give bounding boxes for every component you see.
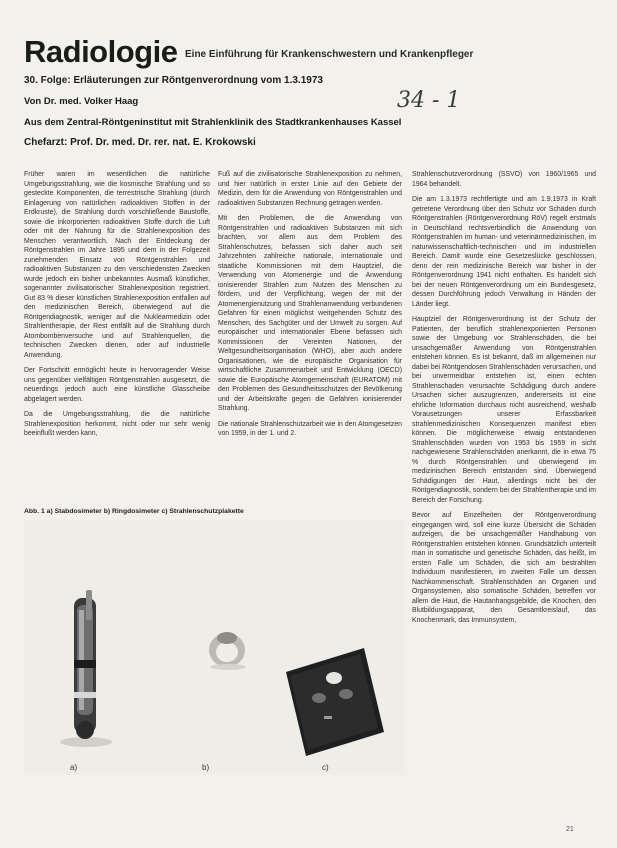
handwritten-note xyxy=(395,80,465,118)
paragraph: Fuß auf die zivilisatorische Strahlenexposition zu nehmen, und hier natürlich in erster Linie auf den Gebiete der Medizin, dem für die Anwendung von Röntgenstrahlen und radioaktiven Substanzen Rechnung getragen werden. xyxy=(218,171,402,207)
handwritten-note-text: 34 - 1 xyxy=(397,88,461,113)
paragraph: Mit den Problemen, die die Anwendung von Röntgenstrahlen und radioaktiven Substanzen mit sich brachten, vor allem aus dem Problem des Strahlenschutzes, befassen sich daher auch seit Jahrzehnten zahlreiche nationale, internationale und staatliche Kommissionen mit dem Hauptziel, die Verwendung von Atomenergie und die Anwendung ionisierender Strahlen zum Nutzen des Menschen zu fördern, und der Verpflichtung, wegen der mit der Atomenergienutzung und Strahlenanwendung verbundenen Gefahren für einen möglichst weitgehenden Schutz des Menschen, des Sachgüter und der Umwelt zu sorgen. Auf europäischer und internationaler Ebene befassen sich Kommissionen der Vereinten Nationen, der Weltgesundheitsorganisation (WHO), aber auch andere Organisationen, wie die europäische Organisation für wirtschaftliche Zusammenarbeit und Entwicklung (OECD) sowie die Europäische Atomgemeinschaft (EURATOM) mit den Problemen des Gesundheitsschutzes der Bevölkerung und der Arbeitskräfte gegen die Gefahren ionisierender Strahlung. xyxy=(218,215,402,412)
paragraph: Bevor auf Einzelheiten der Röntgenverordnung eingegangen wird, soll eine kurze Übersicht die Schäden aufzeigen, die bei unsachgemäßer Handhabung von Röntgenstrahlen entstehen können. Grundsätzlich unterteilt man in somatische und genetische Schäden, das heißt, im ersten Falle um Schäden, die sich am bestrahlten Individuum manifestieren, im zweiten Falle um dessen Nachkommenschaft. Strahlenschäden an Organen und Organsystemen, also somatische Schäden, betreffen vor allem die Haut, die Hautanhangsgebilde, die Knochen, den Blutbildungsapparat, den Gesamtkreislauf, das Knochenmark, das Immunsystem, xyxy=(412,512,596,624)
paragraph: Die am 1.3.1973 rechtfertigte und am 1.9.1973 in Kraft getretene Verordnung über den Schutz vor Schäden durch Röntgenstrahlen (Röntgenverordnung RöV) regelt erstmals in Deutschland rechtsverbindlich die Anwendung von Röntgenstrahlen im human- und veterinärmedizinischen, im naturwissenschaftlich-technischen und im industriellen Bereich. Damit wurde eine Gesetzeslücke geschlossen, denn der rein medizinische Bereich war bisher in der Röntgenverordnung 1941 nicht enthalten. Es handelt sich bei der neuen Röntgenverordnung um ein Bundesgesetz, dessen Durchführung jedoch Verwaltung in Händen der Länder liegt. xyxy=(412,196,596,308)
magazine-subtitle: Eine Einführung für Krankenschwestern und Krankenpfleger xyxy=(185,49,474,60)
paragraph: Strahlenschutzverordnung (SSVO) von 1960/1965 und 1964 behandelt. xyxy=(412,171,596,188)
author-line: Von Dr. med. Volker Haag xyxy=(24,96,139,107)
text-column-2 xyxy=(218,170,402,498)
text-column-3 xyxy=(412,170,596,830)
text-column-1 xyxy=(24,170,210,498)
paragraph: Früher waren im wesentlichen die natürliche Umgebungsstrahlung, wie die kosmische Strahlung und so gesteckte Komponenten, die terrestrische Strahlung (durch Einlagerung von natürlichen radioaktiven Stoffen in der Erdkruste), die Strahlung durch vorschließende Baustoffe, sowie die inkorporierten radioaktiven Stoffe durch die Luft oder mit der Nahrung für die Strahlenexposition des Menschen verantwortlich. Nach der Entdeckung der Röntgenstrahlen im Jahre 1895 und dem in der Folgezeit zunehmenden Einsatz von Röntgenstrahlen und radioaktiven Substanzen zu den verschiedensten Zwecken wurde jedoch ein bisher unbekanntes Ausmaß künstlicher, sogenannter zivilisatorischer Strahlenexposition registriert. Gut 83 % dieser künstlichen Strahlenexposition entfallen auf den medizinischen Bereich, überwiegend auf die Röntgendiagnostik, weniger auf die Nuklearmedizin oder Strahlentherapie, der Rest entfällt auf die Strahlung durch Atombombenversuche und auf Strahlenquellen, die technischen Zwecken dienen, oder auf industrielle Anwendung. xyxy=(24,171,210,359)
paragraph: Hauptziel der Röntgenverordnung ist der Schutz der Patienten, der beruflich strahlenexponierten Personen sowie der Umgebung vor Strahlenschäden, die bei unsachgemäßer Anwendung von Röntgenstrahlen entstehen können. Es ist bekannt, daß im allgemeinen nur dabei bei Röntgendosen Strahlenschäden verursachen, und bei unvermeidbar entstehen ist, einen echten Strahlenschaden verursachte Schädigung durch andere Ursachen sicher auszugrenzen, andererseits ist eine ehrliche Information durchaus nicht ausreichend, weshalb Vorausetzungen unserer Erfassbarkeit strahlenmedizinischen Konsequenzen manifest eben können. Die möglicherweise etwaig entstandenen Strahlenschäden wurden von 1953 bis 1959 in sicht nachgewiesene Strahlenschäden anerkannt, die in etwa 75 % durch Röntgenstrahlen und überwiegend im medizinischen Bereich entstanden sind. Überwiegend Schädigungen der Haut, allerdings nicht bei der Röntgendiagnostik, sondern bei der Strahlentherapie und im Bereich der Forschung. xyxy=(412,316,596,504)
figure-photo xyxy=(24,520,404,775)
chief-physician-line: Chefarzt: Prof. Dr. med. Dr. rer. nat. E. Krokowski xyxy=(24,137,256,148)
paragraph: Der Fortschritt ermöglicht heute in hervorragender Weise uns gegenüber vielfältigen Röntgenstrahlen ausgesetzt, die neuerdings jedoch auch eine künstliche Glasscheibe abgelagert werden. xyxy=(24,367,210,403)
article-title: 30. Folge: Erläuterungen zur Röntgenverordnung vom 1.3.1973 xyxy=(24,75,323,86)
figure-caption: Abb. 1 a) Stabdosimeter b) Ringdosimeter c) Strahlenschutzplakette xyxy=(24,508,244,515)
figure-label-b: b) xyxy=(202,763,210,772)
dosimeter-photo xyxy=(24,520,404,775)
paragraph: Die nationale Strahlenschutzarbeit wie in den Atomgesetzen von 1959, in der 1. und 2. xyxy=(218,420,402,437)
figure-label-c: c) xyxy=(322,763,329,772)
magazine-title: Radiologie xyxy=(24,34,178,69)
figure-label-a: a) xyxy=(70,763,78,772)
paragraph: Da die Umgebungsstrahlung, die die natürliche Strahlenexposition herkommt, nicht oder nur sehr wenig beeinflußt werden kann, xyxy=(24,411,210,437)
institute-line: Aus dem Zentral-Röntgeninstitut mit Strahlenklinik des Stadtkrankenhauses Kassel xyxy=(24,117,402,128)
page-number: 21 xyxy=(566,826,574,833)
